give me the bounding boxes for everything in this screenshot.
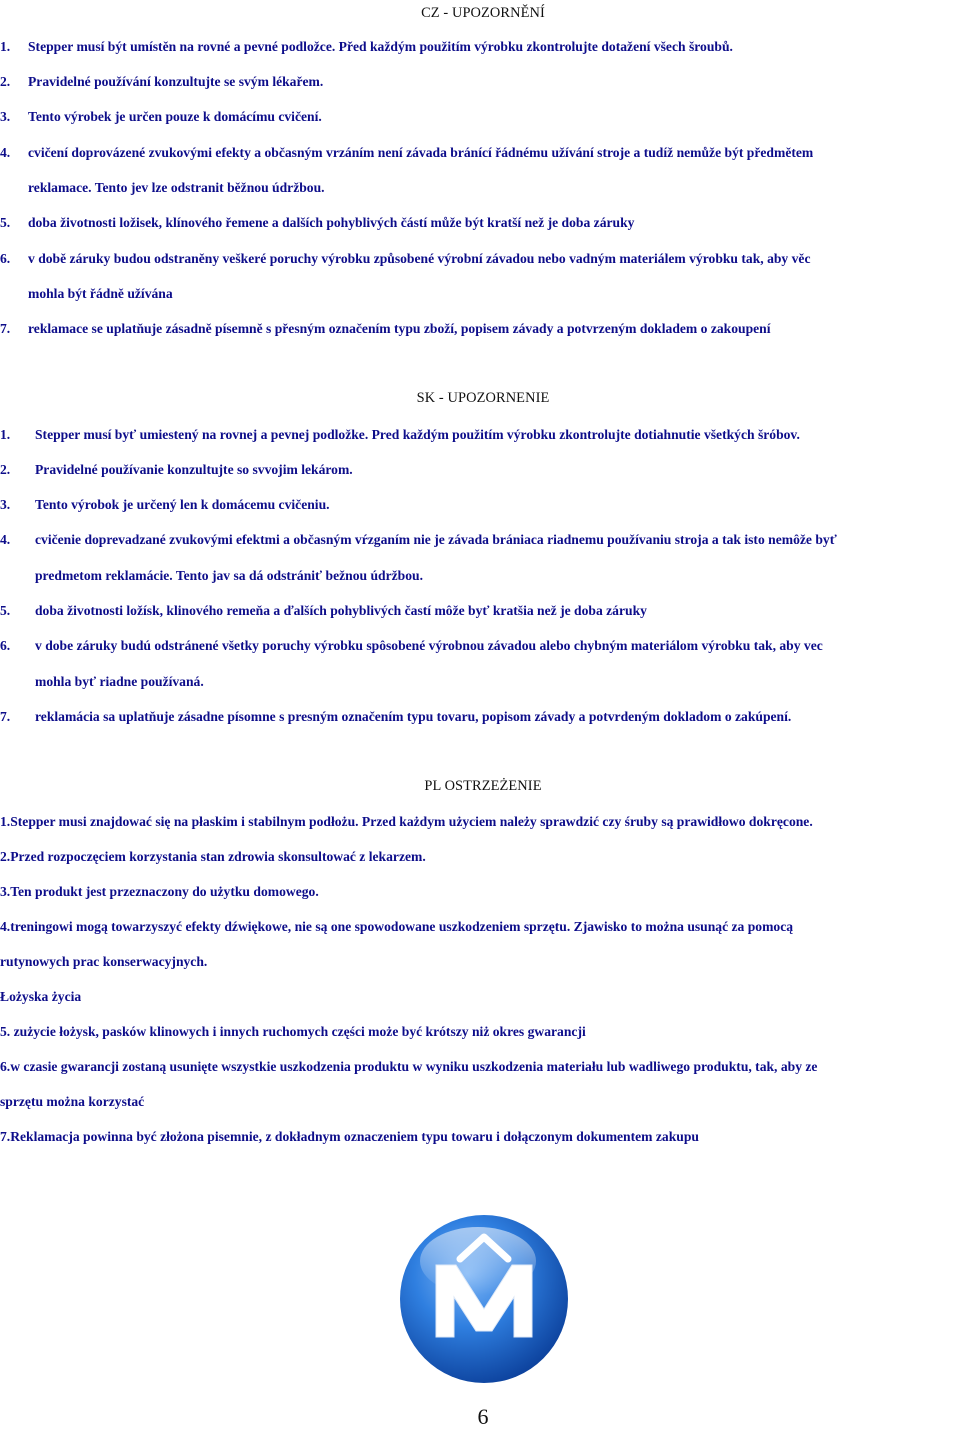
- sk-item-2-number: 2.: [0, 462, 11, 477]
- pl-line-7: 5. zużycie łożysk, pasków klinowych i innych ruchomych części może być krótszy niż okres gwarancji: [0, 1024, 586, 1039]
- pl-heading: PL OSTRZEŻENIE: [424, 778, 542, 794]
- sk-item-6-number: 6.: [0, 638, 11, 653]
- sk-item-4-text-line-1: cvičenie doprevadzané zvukovými efektmi a občasným vŕzganím nie je závada brániaca riadnemu používaniu stroja a tak isto nemôže byť: [35, 532, 837, 547]
- cz-heading: CZ - UPOZORNĚNÍ: [421, 5, 545, 21]
- cz-item-4-text-line-2: reklamace. Tento jev lze odstranit běžnou údržbou.: [28, 180, 325, 195]
- sk-item-6-text-line-1: v dobe záruky budú odstránené všetky poruchy výrobku spôsobené výrobnou závadou alebo chybným materiálom výrobku tak, aby vec: [35, 638, 823, 653]
- sk-item-6-text-line-2: mohla byť riadne používaná.: [35, 674, 204, 689]
- sk-item-5-text: doba životnosti ložísk, klinového remeňa a ďalších pohyblivých častí môže byť kratšia než je doba záruky: [35, 603, 647, 618]
- cz-item-1-number: 1.: [0, 39, 11, 54]
- pl-line-1: 1.Stepper musi znajdować się na płaskim i stabilnym podłożu. Przed każdym użyciem należy sprawdzić czy śruby są prawidłowo dokręcone.: [0, 814, 813, 829]
- pl-line-4: 4.treningowi mogą towarzyszyć efekty dźwiękowe, nie są one spowodowane uszkodzeniem sprzętu. Zjawisko to można usunąć za pomocą: [0, 919, 794, 934]
- sk-item-4-number: 4.: [0, 532, 11, 547]
- brand-logo-icon: [398, 1213, 570, 1385]
- sk-item-1-text: Stepper musí byť umiestený na rovnej a pevnej podložke. Pred každým použitím výrobku zkontrolujte dotiahnutie všetkých šróbov.: [35, 427, 800, 442]
- pl-line-6: Łożyska życia: [0, 989, 82, 1004]
- cz-item-3-number: 3.: [0, 109, 11, 124]
- cz-item-4-number: 4.: [0, 145, 11, 160]
- sk-item-5-number: 5.: [0, 603, 11, 618]
- cz-item-7-number: 7.: [0, 321, 11, 336]
- sk-item-2-text: Pravidelné používanie konzultujte so svvojim lekárom.: [35, 462, 353, 477]
- sk-item-3-number: 3.: [0, 497, 11, 512]
- sk-item-1-number: 1.: [0, 427, 11, 442]
- cz-item-7-text: reklamace se uplatňuje zásadně písemně s přesným označením typu zboží, popisem závady a potvrzeným dokladem o zakoupení: [28, 321, 771, 336]
- pl-line-8: 6.w czasie gwarancji zostaną usunięte wszystkie uszkodzenia produktu w wyniku uszkodzenia materiału lub wadliwego produktu, tak, aby ze: [0, 1059, 818, 1074]
- cz-item-5-text: doba životnosti ložisek, klínového řemene a dalších pohyblivých částí může být kratší než je doba záruky: [28, 215, 635, 230]
- cz-item-6-number: 6.: [0, 251, 11, 266]
- pl-line-5: rutynowych prac konserwacyjnych.: [0, 954, 208, 969]
- cz-item-6-text-line-2: mohla být řádně užívána: [28, 286, 173, 301]
- page-number: 6: [477, 1404, 489, 1429]
- sk-heading: SK - UPOZORNENIE: [416, 390, 550, 406]
- sk-item-3-text: Tento výrobok je určený len k domácemu cvičeniu.: [35, 497, 330, 512]
- sk-item-4-text-line-2: predmetom reklamácie. Tento jav sa dá odstrániť bežnou údržbou.: [35, 568, 423, 583]
- cz-item-6-text-line-1: v době záruky budou odstraněny veškeré poruchy výrobku způsobené výrobní závadou nebo vadným materiálem výrobku tak, aby věc: [28, 251, 811, 266]
- sk-item-7-text: reklamácia sa uplatňuje zásadne písomne s presným označením typu tovaru, popisom závady a potvrdeným dokladom o zakúpení.: [35, 709, 792, 724]
- cz-item-5-number: 5.: [0, 215, 11, 230]
- pl-line-9: sprzętu można korzystać: [0, 1094, 145, 1109]
- cz-item-1-text: Stepper musí být umístěn na rovné a pevné podložce. Před každým použitím výrobku zkontrolujte dotažení všech šroubů.: [28, 39, 733, 54]
- cz-item-4-text-line-1: cvičení doprovázené zvukovými efekty a občasným vrzáním není závada bránící řádnému užívání stroje a tudíž nemůže být předmětem: [28, 145, 814, 160]
- cz-item-2-text: Pravidelné používání konzultujte se svým lékařem.: [28, 74, 324, 89]
- cz-item-3-text: Tento výrobek je určen pouze k domácímu cvičení.: [28, 109, 322, 124]
- pl-line-2: 2.Przed rozpoczęciem korzystania stan zdrowia skonsultować z lekarzem.: [0, 849, 426, 864]
- pl-line-3: 3.Ten produkt jest przeznaczony do użytku domowego.: [0, 884, 319, 899]
- cz-item-2-number: 2.: [0, 74, 11, 89]
- pl-line-10: 7.Reklamacja powinna być złożona pisemnie, z dokładnym oznaczeniem typu towaru i dołączonym dokumentem zakupu: [0, 1129, 699, 1144]
- sk-item-7-number: 7.: [0, 709, 11, 724]
